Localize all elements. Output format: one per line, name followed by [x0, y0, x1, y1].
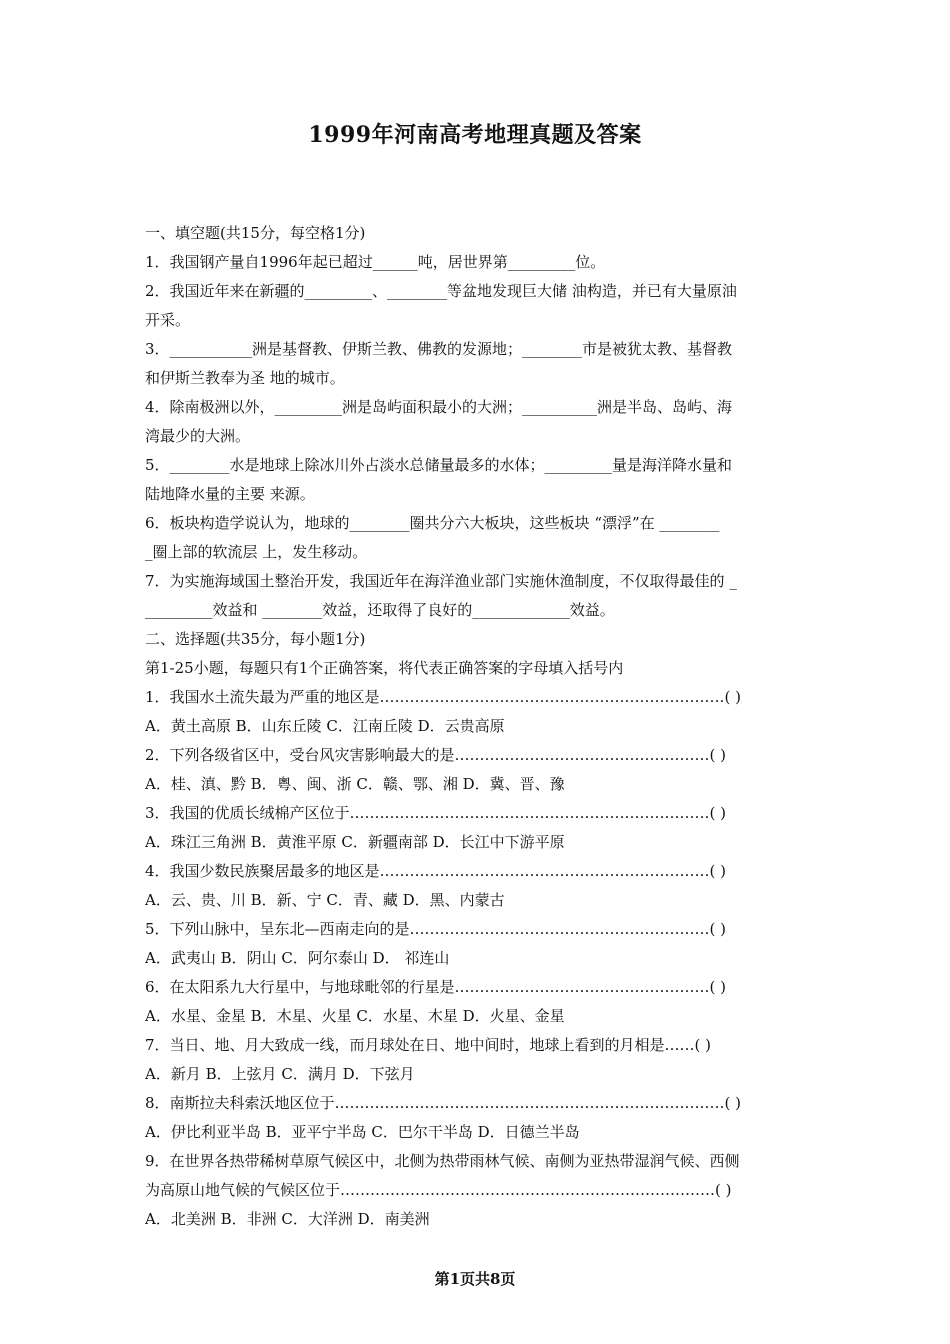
options-line: A．武夷山 B．阴山 C．阿尔泰山 D． 祁连山 [145, 949, 450, 967]
page-footer: 第1页共8页 [434, 1270, 516, 1288]
text-line: 4．除南极洲以外，_________洲是岛屿面积最小的大洲；__________洲是半岛、岛屿、海 [145, 398, 733, 416]
question-line: 1．我国水土流失最为严重的地区是……………………………………………………………( ) [145, 688, 742, 706]
text-line: 1．我国钢产量自1996年起已超过______吨，居世界第_________位。 [145, 253, 606, 271]
question-line: 4．我国少数民族聚居最多的地区是…………………………………………………………( ) [145, 862, 727, 880]
text-line: _________效益和 ________效益，还取得了良好的_____________效益。 [145, 601, 615, 619]
section-heading-multiple-choice: 二、选择题(共35分，每小题1分) [145, 630, 366, 648]
options-line: A．桂、滇、黔 B．粤、闽、浙 C．赣、鄂、湘 D．冀、晋、豫 [145, 775, 565, 793]
options-line: A．水星、金星 B．木星、火星 C．水星、木星 D．火星、金星 [145, 1007, 565, 1025]
question-line: 2．下列各级省区中，受台风灾害影响最大的是……………………………………………( ) [145, 746, 727, 764]
options-line: A．黄土高原 B．山东丘陵 C．江南丘陵 D．云贵高原 [145, 717, 505, 735]
text-line: 5．________水是地球上除冰川外占淡水总储量最多的水体；_________量是海洋降水量和 [145, 456, 733, 474]
section-heading-fill-blank: 一、填空题(共15分，每空格1分) [145, 224, 366, 242]
options-line: A．云、贵、川 B．新、宁 C．青、藏 D．黑、内蒙古 [145, 891, 505, 909]
question-line: 为高原山地气候的气候区位于…………………………………………………………………( ) [145, 1181, 732, 1199]
options-line: A．新月 B．上弦月 C．满月 D．下弦月 [145, 1065, 415, 1083]
question-line: 7．当日、地、月大致成一线，而月球处在日、地中间时，地球上看到的月相是……( ) [145, 1036, 712, 1054]
document-body [145, 219, 807, 1234]
text-line: 2．我国近年来在新疆的_________、________等盆地发现巨大储 油构造，并已有大量原油 [145, 282, 737, 300]
text-line: 湾最少的大洲。 [145, 427, 251, 445]
question-line: 5．下列山脉中，呈东北—西南走向的是……………………………………………………( ) [145, 920, 727, 938]
options-line: A．珠江三角洲 B．黄淮平原 C．新疆南部 D．长江中下游平原 [145, 833, 565, 851]
question-line: 8．南斯拉夫科索沃地区位于……………………………………………………………………( ) [145, 1094, 742, 1112]
document-title: 1999年河南高考地理真题及答案 [308, 122, 642, 148]
options-line: A．北美洲 B．非洲 C．大洋洲 D．南美洲 [145, 1210, 430, 1228]
options-line: A．伊比利亚半岛 B．亚平宁半岛 C．巴尔干半岛 D．日德兰半岛 [145, 1123, 580, 1141]
text-line: 开采。 [145, 311, 191, 329]
text-line: 7．为实施海域国土整治开发，我国近年在海洋渔业部门实施休渔制度，不仅取得最佳的 _ [145, 572, 737, 590]
text-line: 和伊斯兰教奉为圣 地的城市。 [145, 369, 345, 387]
question-line: 6．在太阳系九大行星中，与地球毗邻的行星是……………………………………………( ) [145, 978, 727, 996]
text-line: 陆地降水量的主要 来源。 [145, 485, 315, 503]
question-line: 3．我国的优质长绒棉产区位于………………………………………………………………( ) [145, 804, 727, 822]
text-line: 6．板块构造学说认为，地球的________圈共分六大板块，这些板块 “漂浮”在 ________ [145, 514, 720, 532]
question-line: 9．在世界各热带稀树草原气候区中，北侧为热带雨林气候、南侧为亚热带湿润气候、西侧 [145, 1152, 740, 1170]
text-line: _圈上部的软流层 上，发生移动。 [145, 543, 368, 561]
section-instructions: 第1-25小题，每题只有1个正确答案，将代表正确答案的字母填入括号内 [145, 659, 624, 677]
text-line: 3．___________洲是基督教、伊斯兰教、佛教的发源地；________市是被犹太教、基督教 [145, 340, 733, 358]
